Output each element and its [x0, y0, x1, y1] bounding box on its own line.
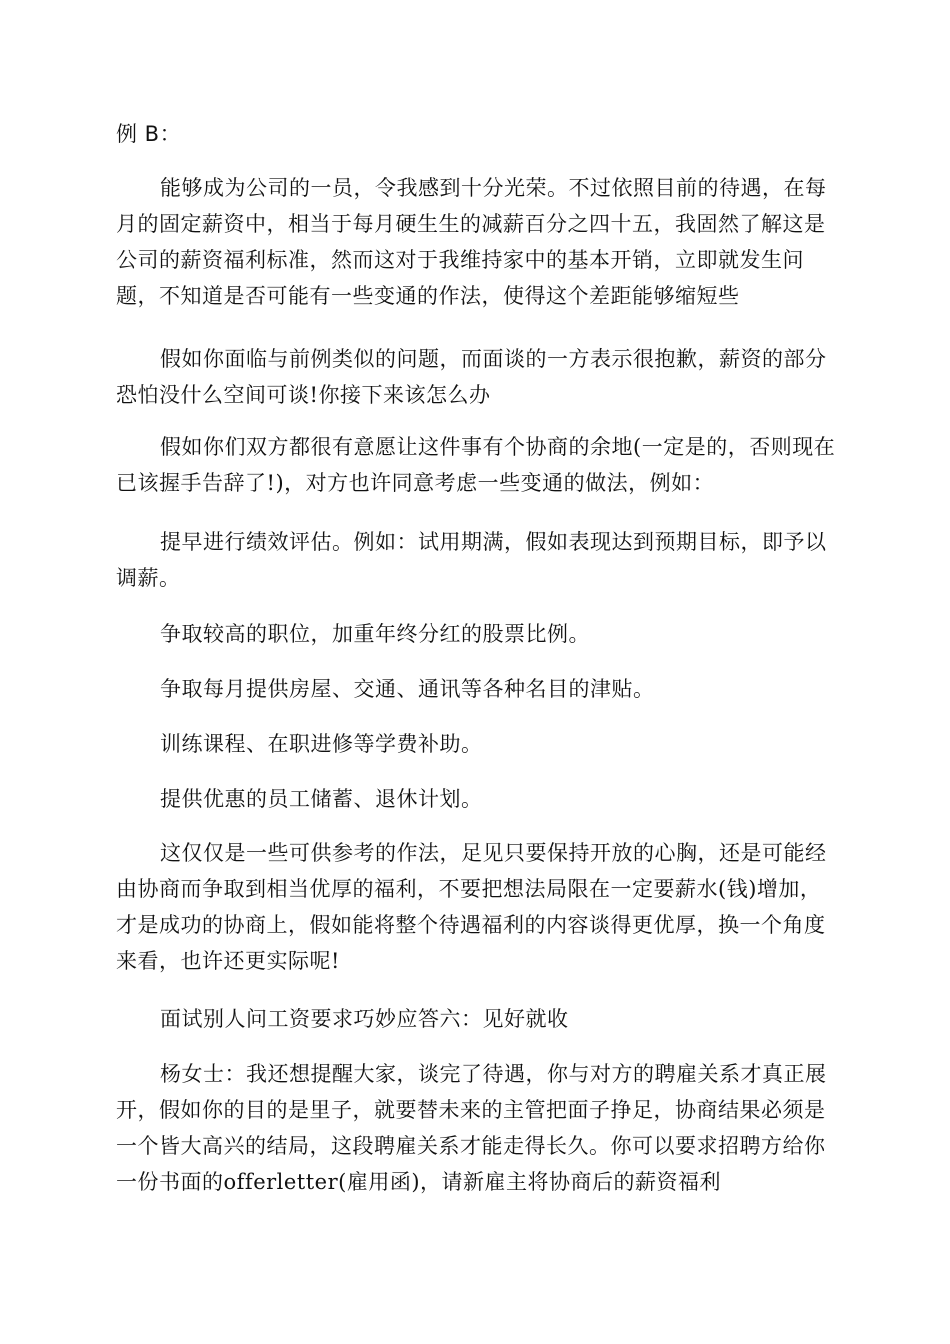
paragraph-3: 假如你们双方都很有意愿让这件事有个协商的余地(一定是的，否则现在已该握手告辞了!)，对方也许同意考虑一些变通的做法，例如： [116, 435, 836, 495]
list-item-allowances: 争取每月提供房屋、交通、通讯等各种名目的津贴。 [160, 677, 655, 701]
list-item-performance-review: 提早进行绩效评估。例如：试用期满，假如表现达到预期目标，即予以调薪。 [116, 530, 827, 590]
paragraph-5: 杨女士：我还想提醒大家，谈完了待遇，你与对方的聘雇关系才真正展开，假如你的目的是里子，就要替未来的主管把面子挣足，协商结果必须是一个皆大高兴的结局，这段聘雇关系才能走得长久。你可以要求招聘方给你一份书面的offerletter(雇用函)，请新雇主将协商后的薪资福利 [116, 1062, 827, 1194]
list-item-savings-plan: 提供优惠的员工储蓄、退休计划。 [160, 787, 483, 811]
list-item-higher-position: 争取较高的职位，加重年终分红的股票比例。 [160, 622, 590, 646]
paragraph-2: 假如你面临与前例类似的问题，而面谈的一方表示很抱歉，薪资的部分恐怕没什么空间可谈!你接下来该怎么办 [116, 347, 827, 407]
paragraph-4: 这仅仅是一些可供参考的作法，足见只要保持开放的心胸，还是可能经由协商而争取到相当优厚的福利，不要把想法局限在一定要薪水(钱)增加，才是成功的协商上，假如能将整个待遇福利的内容谈得更优厚，换一个角度来看，也许还更实际呢! [116, 841, 827, 973]
paragraph-1: 能够成为公司的一员，令我感到十分光荣。不过依照目前的待遇，在每月的固定薪资中，相当于每月硬生生的减薪百分之四十五，我固然了解这是公司的薪资福利标准，然而这对于我维持家中的基本开销，立即就发生问题，不知道是否可能有一些变通的作法，使得这个差距能够缩短些 [116, 176, 827, 308]
list-item-training: 训练课程、在职进修等学费补助。 [160, 732, 483, 756]
section-title-know-when-to-stop: 面试别人问工资要求巧妙应答六：见好就收 [160, 1007, 569, 1031]
section-heading: 例 B： [116, 122, 182, 146]
